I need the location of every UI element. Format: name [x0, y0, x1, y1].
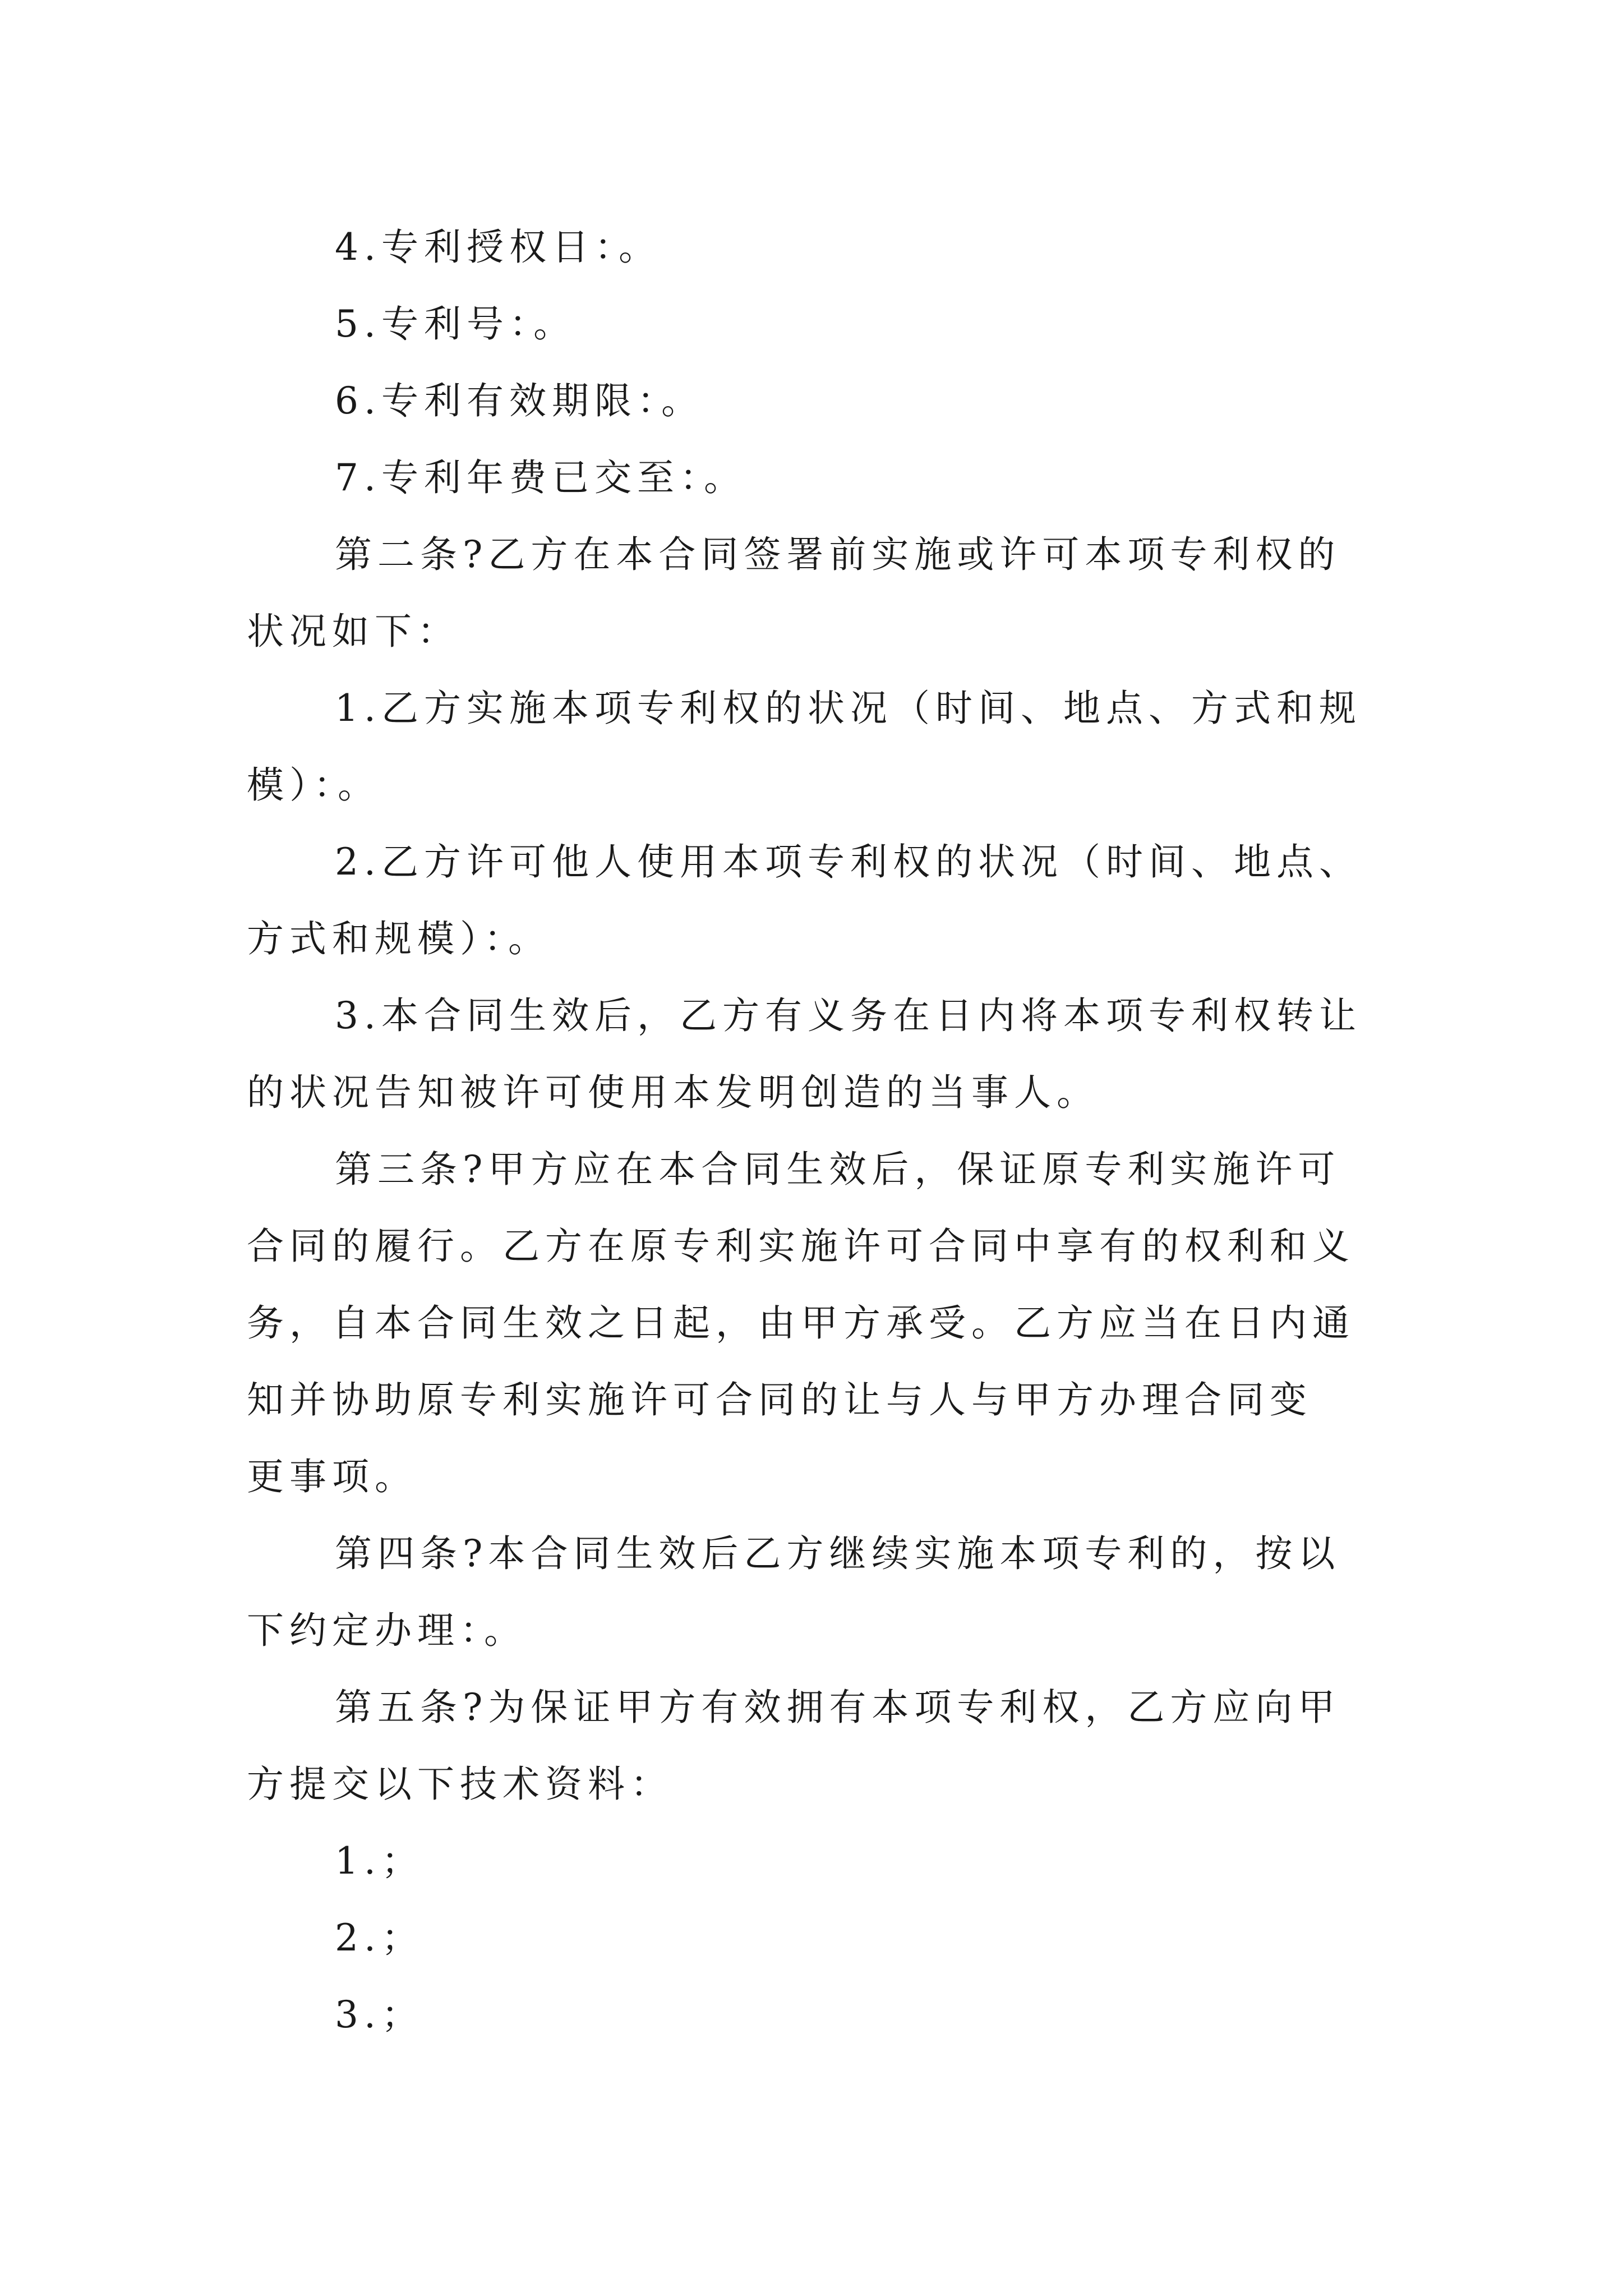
text-line-patent-validity: 6.专利有效期限：。	[335, 379, 704, 422]
article-3-line-4: 知并协助原专利实施许可合同的让与人与甲方办理合同变	[247, 1378, 1312, 1421]
document-body	[247, 209, 1391, 2053]
article-2-item-2: 2.乙方许可他人使用本项专利权的状况（时间、地点、	[335, 840, 1362, 884]
article-4-continuation: 下约定办理：。	[247, 1609, 527, 1652]
article-5-heading: 第五条?为保证甲方有效拥有本项专利权，乙方应向甲	[335, 1686, 1341, 1729]
article-2-heading: 第二条?乙方在本合同签署前实施或许可本项专利权的	[335, 533, 1341, 576]
article-3-line-5: 更事项。	[247, 1455, 417, 1498]
article-5-item-3: 3.；	[335, 1993, 424, 2036]
article-2-item-3-continuation: 的状况告知被许可使用本发明创造的当事人。	[247, 1071, 1099, 1114]
text-line-annual-fee: 7.专利年费已交至：。	[335, 456, 746, 499]
article-5-item-1: 1.；	[335, 1839, 424, 1883]
article-2-item-3: 3.本合同生效后，乙方有义务在日内将本项专利权转让	[335, 994, 1362, 1037]
article-2-continuation: 状况如下：	[247, 610, 460, 653]
article-2-item-1: 1.乙方实施本项专利权的状况（时间、地点、方式和规	[335, 687, 1362, 730]
text-line-patent-number: 5.专利号：。	[335, 302, 576, 346]
article-2-item-2-continuation: 方式和规模）：。	[247, 917, 551, 960]
article-4-heading: 第四条?本合同生效后乙方继续实施本项专利的，按以	[335, 1532, 1341, 1575]
article-5-item-2: 2.；	[335, 1916, 424, 1959]
article-2-item-1-continuation: 模）：。	[247, 763, 380, 807]
article-3-line-2: 合同的履行。乙方在原专利实施许可合同中享有的权利和义	[247, 1225, 1355, 1268]
article-5-continuation: 方提交以下技术资料：	[247, 1763, 673, 1806]
text-line-patent-grant-date: 4.专利授权日：。	[335, 226, 661, 269]
article-3-heading: 第三条?甲方应在本合同生效后，保证原专利实施许可	[335, 1148, 1341, 1191]
article-3-line-3: 务，自本合同生效之日起，由甲方承受。乙方应当在日内通	[247, 1301, 1355, 1345]
